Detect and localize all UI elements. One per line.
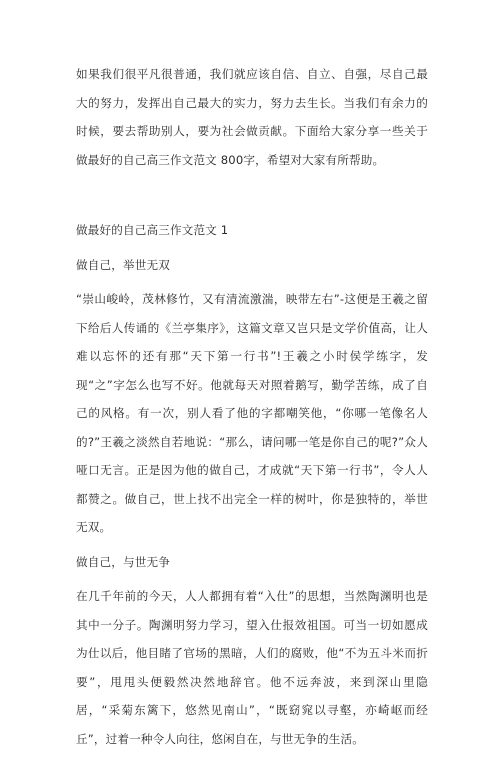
essay-title: 做最好的自己高三作文范文 1	[76, 223, 229, 237]
document-content	[76, 60, 428, 759]
section-heading-2: 做自己，与世无争	[76, 554, 170, 569]
section-body-1: “崇山峻岭，茂林修竹，又有清流激湍，映带左右”-这便是王羲之留下给后人传诵的《兰亭集序》，这篇文章又岂只是文学价值高，让人难以忘怀的还有那“天下第一行书”!王羲之小时侯学练字，发现“之”字怎么也写不好。他就每天对照着鹅写，勤学苦练，成了自己的风格。有一次，别人看了他的字都嘲笑他，“你哪一笔像名人的?”王羲之淡然自若地说：“那么，请问哪一笔是你自己的呢?”众人哑口无言。正是因为他的做自己，才成就“天下第一行书”，令人人都赞之。做自己，世上找不出完全一样的树叶，你是独特的，举世无双。	[76, 292, 428, 534]
section-heading-1: 做自己，举世无双	[76, 257, 170, 272]
intro-paragraph: 如果我们很平凡很普通，我们就应该自信、自立、自强，尽自己最大的努力，发挥出自己最大的实力，努力去生长。当我们有余力的时候，要去帮助别人，要为社会做贡献。下面给大家分享一些关于做最好的自己高三作文范文 800字，希望对大家有所帮助。	[76, 67, 428, 167]
section-body-2: 在几千年前的今天，人人都拥有着“入仕”的思想，当然陶渊明也是其中一分子。陶渊明努力学习，望入仕报效祖国。可当一切如愿成为仕以后，他目睹了官场的黑暗，人们的腐败，他“不为五斗米而折要”，甩甩头便毅然决然地辞官。他不远奔波，来到深山里隐居，“采菊东篱下，悠然见南山”，“既窈窕以寻壑，亦崎岖而经丘”，过着一种令人向往，悠闲自在，与世无争的生活。	[76, 589, 428, 746]
